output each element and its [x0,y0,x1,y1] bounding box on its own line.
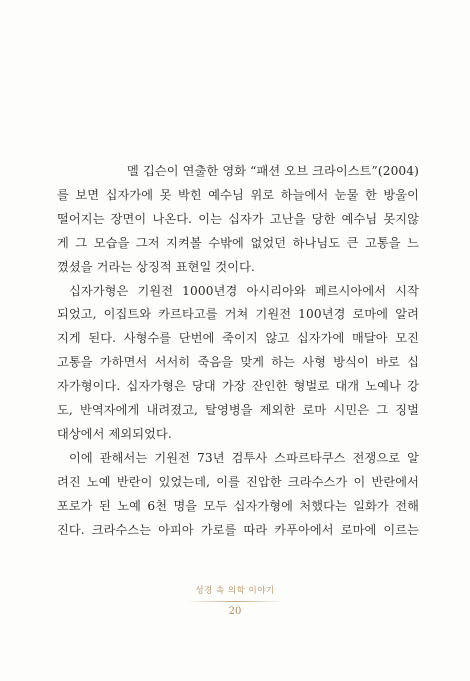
text-line: 꼈셨을 거라는 상징적 표현일 것이다. [57,259,255,274]
text-line: 를 보면 십자가에 못 박힌 예수님 위로 하늘에서 눈물 한 방울이 [57,187,419,202]
text-line: 지게 된다. 사형수를 단번에 죽이지 않고 십자가에 매달아 모진 [57,331,419,346]
text-line: 이에 관해서는 기원전 73년 검투사 스파르타쿠스 전쟁으로 알 [69,450,419,465]
paragraph-3 [57,447,419,543]
text-line: 려진 노예 반란이 있었는데, 이를 진압한 크라수스가 이 반란에서 [57,474,419,489]
footer-divider [186,601,284,602]
text-line: 대상에서 제외되었다. [57,426,172,441]
text-line: 게 그 모습을 그저 지켜볼 수밖에 없었던 하나님도 큰 고통을 느 [57,235,419,250]
page-number: 20 [228,606,242,617]
text-line: 떨어지는 장면이 나온다. 이는 십자가 고난을 당한 예수님 못지않 [57,211,419,226]
text-line: 고통을 가하면서 서서히 죽음을 맞게 하는 사형 방식이 바로 십 [57,355,419,370]
text-line: 되었고, 이집트와 카르타고를 거쳐 기원전 100년경 로마에 알려 [57,307,419,322]
body-text [57,160,419,543]
paragraph-1 [57,160,419,280]
text-line: 자가형이다. 십자가형은 당대 가장 잔인한 형벌로 대개 노예나 강 [57,379,419,394]
text-line: 도, 반역자에게 내려졌고, 탈영병을 제외한 로마 시민은 그 징벌 [57,403,419,418]
paragraph-2 [57,280,419,447]
text-line: 진다. 크라수스는 아피아 가로를 따라 카푸아에서 로마에 이르는 [57,522,419,537]
text-line: 포로가 된 노예 6천 명을 모두 십자가형에 처했다는 일화가 전해 [57,498,419,513]
text-line: 십자가형은 기원전 1000년경 아시리아와 페르시아에서 시작 [69,283,419,298]
text-line: 멜 깁슨이 연출한 영화 “패션 오브 크라이스트”(2004) [127,164,419,178]
running-head: 성경 속 의학 이야기 [195,586,275,596]
